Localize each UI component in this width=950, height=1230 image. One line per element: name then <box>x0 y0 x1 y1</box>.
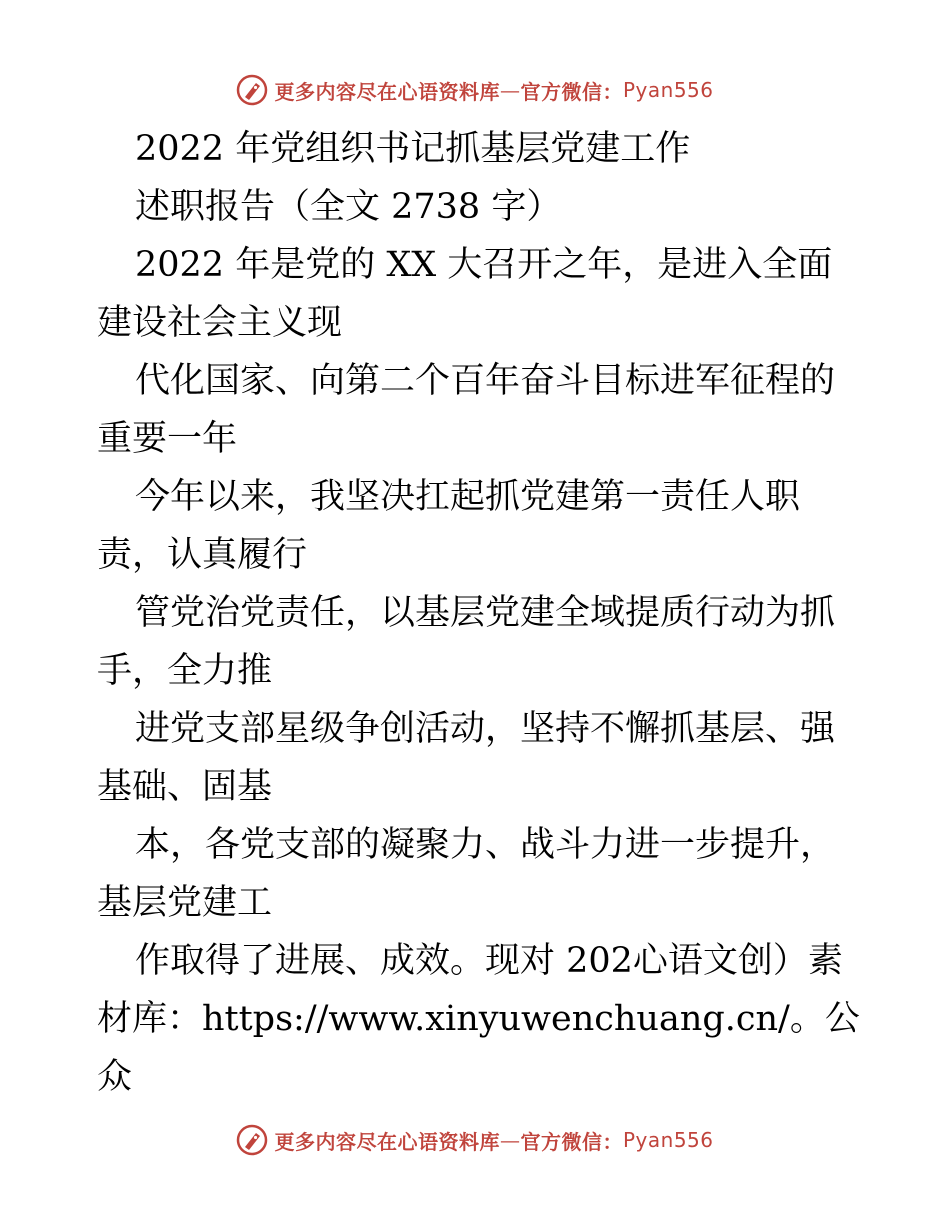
document-title-line-1: 2022 年党组织书记抓基层党建工作 <box>135 129 691 169</box>
document-body <box>97 120 867 1106</box>
pen-nib-circle-icon <box>236 1124 268 1156</box>
banner-brand-text: 更多内容尽在心语资料库 <box>274 79 500 104</box>
pen-nib-circle-icon <box>236 74 268 106</box>
banner-separator: — <box>499 1128 521 1152</box>
paragraph: 2022 年是党的 XX 大召开之年，是进入全面建设社会主义现 <box>97 245 833 343</box>
banner-separator: — <box>499 78 521 102</box>
paragraph: 作取得了进展、成效。现对 202心语文创）素材库：https://www.xinyuwenchuang.cn/。公众 <box>97 941 860 1097</box>
banner-wechat-id: Pyan556 <box>622 78 714 102</box>
paragraph: 本，各党支部的凝聚力、战斗力进一步提升，基层党建工 <box>97 825 836 923</box>
footer-banner <box>0 1120 950 1160</box>
document-title-line-2: 述职报告（全文 2738 字） <box>135 187 562 227</box>
paragraph: 代化国家、向第二个百年奋斗目标进军征程的重要一年 <box>97 361 836 459</box>
paragraph: 进党支部星级争创活动，坚持不懈抓基层、强基础、固基 <box>97 709 836 807</box>
banner-wechat-label: 官方微信： <box>520 79 623 104</box>
banner-brand-text: 更多内容尽在心语资料库 <box>274 1129 500 1154</box>
banner-wechat-id: Pyan556 <box>622 1128 714 1152</box>
header-banner <box>0 70 950 110</box>
paragraph: 今年以来，我坚决扛起抓党建第一责任人职责，认真履行 <box>97 477 801 575</box>
paragraph: 管党治党责任，以基层党建全域提质行动为抓手，全力推 <box>97 593 836 691</box>
banner-wechat-label: 官方微信： <box>520 1129 623 1154</box>
